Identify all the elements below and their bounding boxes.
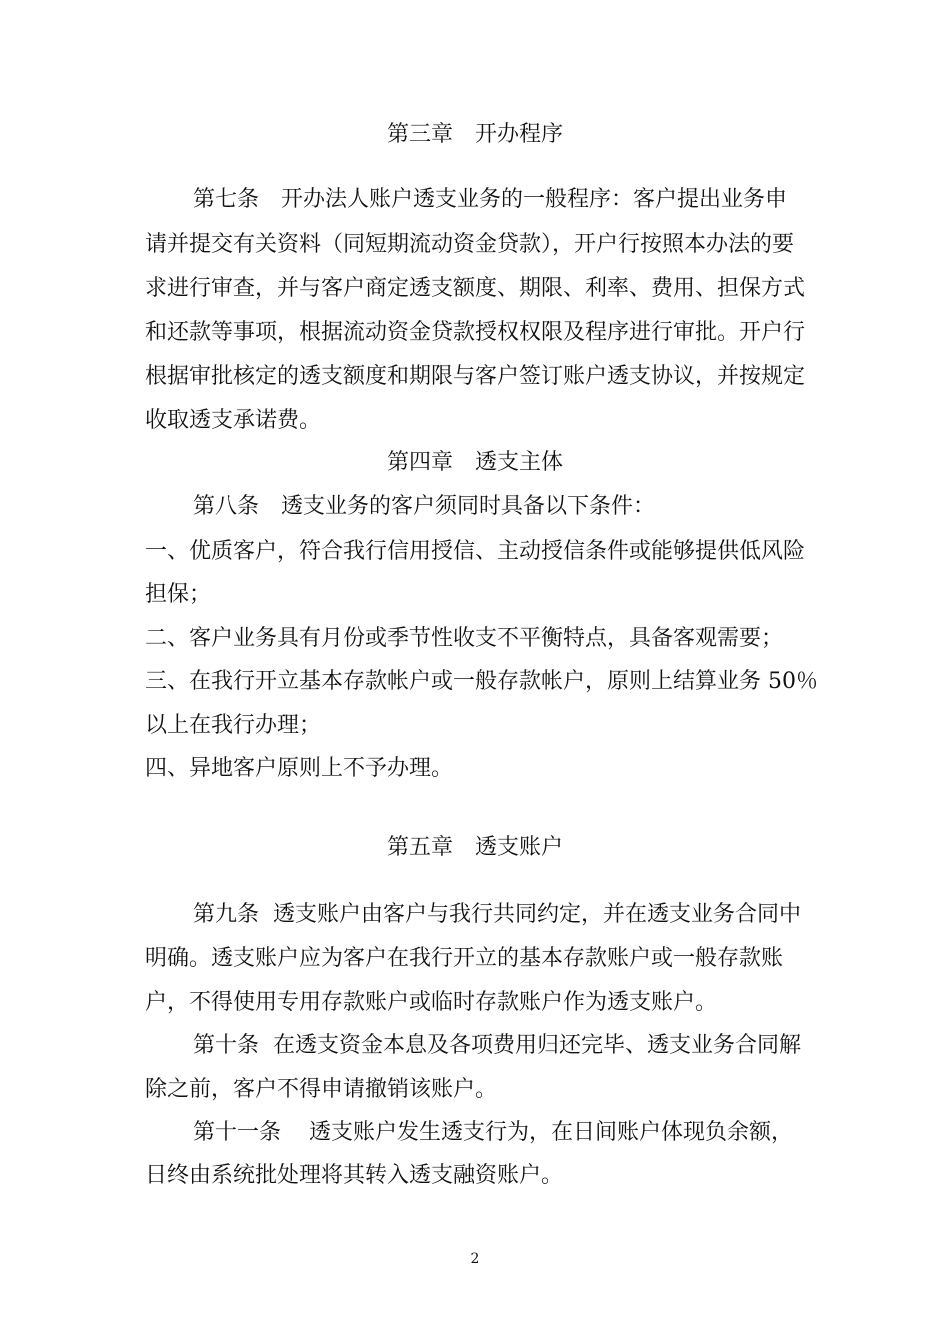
article-8-line-3: 担保；: [145, 582, 212, 607]
article-7-line-3: 求进行审查，并与客户商定透支额度、期限、利率、费用、担保方式: [145, 276, 806, 301]
article-11-line-1: 第十一条 透支账户发生透支行为，在日间账户体现负余额，: [193, 1120, 793, 1145]
page-number: 2: [470, 1251, 480, 1267]
article-7-line-5: 根据审批核定的透支额度和期限与客户签订账户透支协议，并按规定: [145, 364, 806, 389]
article-7-line-4: 和还款等事项，根据流动资金贷款授权权限及程序进行审批。开户行: [145, 320, 806, 345]
article-10-line-1: 第十条 在透支资金本息及各项费用归还完毕、透支业务合同解: [193, 1033, 801, 1058]
chapter-3-title: 第三章 开办程序: [386, 122, 563, 147]
article-9-line-2: 明确。透支账户应为客户在我行开立的基本存款账户或一般存款账: [145, 946, 784, 971]
article-8-line-7: 四、异地客户原则上不予办理。: [145, 756, 454, 781]
chapter-4-title: 第四章 透支主体: [386, 450, 563, 475]
article-7-line-2: 请并提交有关资料（同短期流动资金贷款），开户行按照本办法的要: [145, 232, 795, 257]
article-8-line-4: 二、客户业务具有月份或季节性收支不平衡特点，具备客观需要；: [145, 626, 784, 651]
article-8-line-1: 第八条 透支业务的客户须同时具备以下条件：: [193, 494, 656, 519]
article-7-line-1: 第七条 开办法人账户透支业务的一般程序：客户提出业务申: [193, 187, 788, 212]
article-10-line-2: 除之前，客户不得申请撤销该账户。: [145, 1077, 498, 1102]
article-9-line-3: 户，不得使用专用存款账户或临时存款账户作为透支账户。: [145, 990, 718, 1015]
article-9-line-1: 第九条 透支账户由客户与我行共同约定，并在透支业务合同中: [193, 902, 801, 927]
article-11-line-2: 日终由系统批处理将其转入透支融资账户。: [145, 1163, 564, 1188]
article-7-line-6: 收取透支承诺费。: [145, 408, 322, 433]
chapter-5-title: 第五章 透支账户: [386, 835, 563, 860]
article-8-line-5: 三、在我行开立基本存款帐户或一般存款帐户，原则上结算业务 50％: [145, 669, 818, 694]
article-8-line-2: 一、优质客户，符合我行信用授信、主动授信条件或能够提供低风险: [145, 539, 806, 564]
article-8-line-6: 以上在我行办理；: [145, 713, 322, 738]
